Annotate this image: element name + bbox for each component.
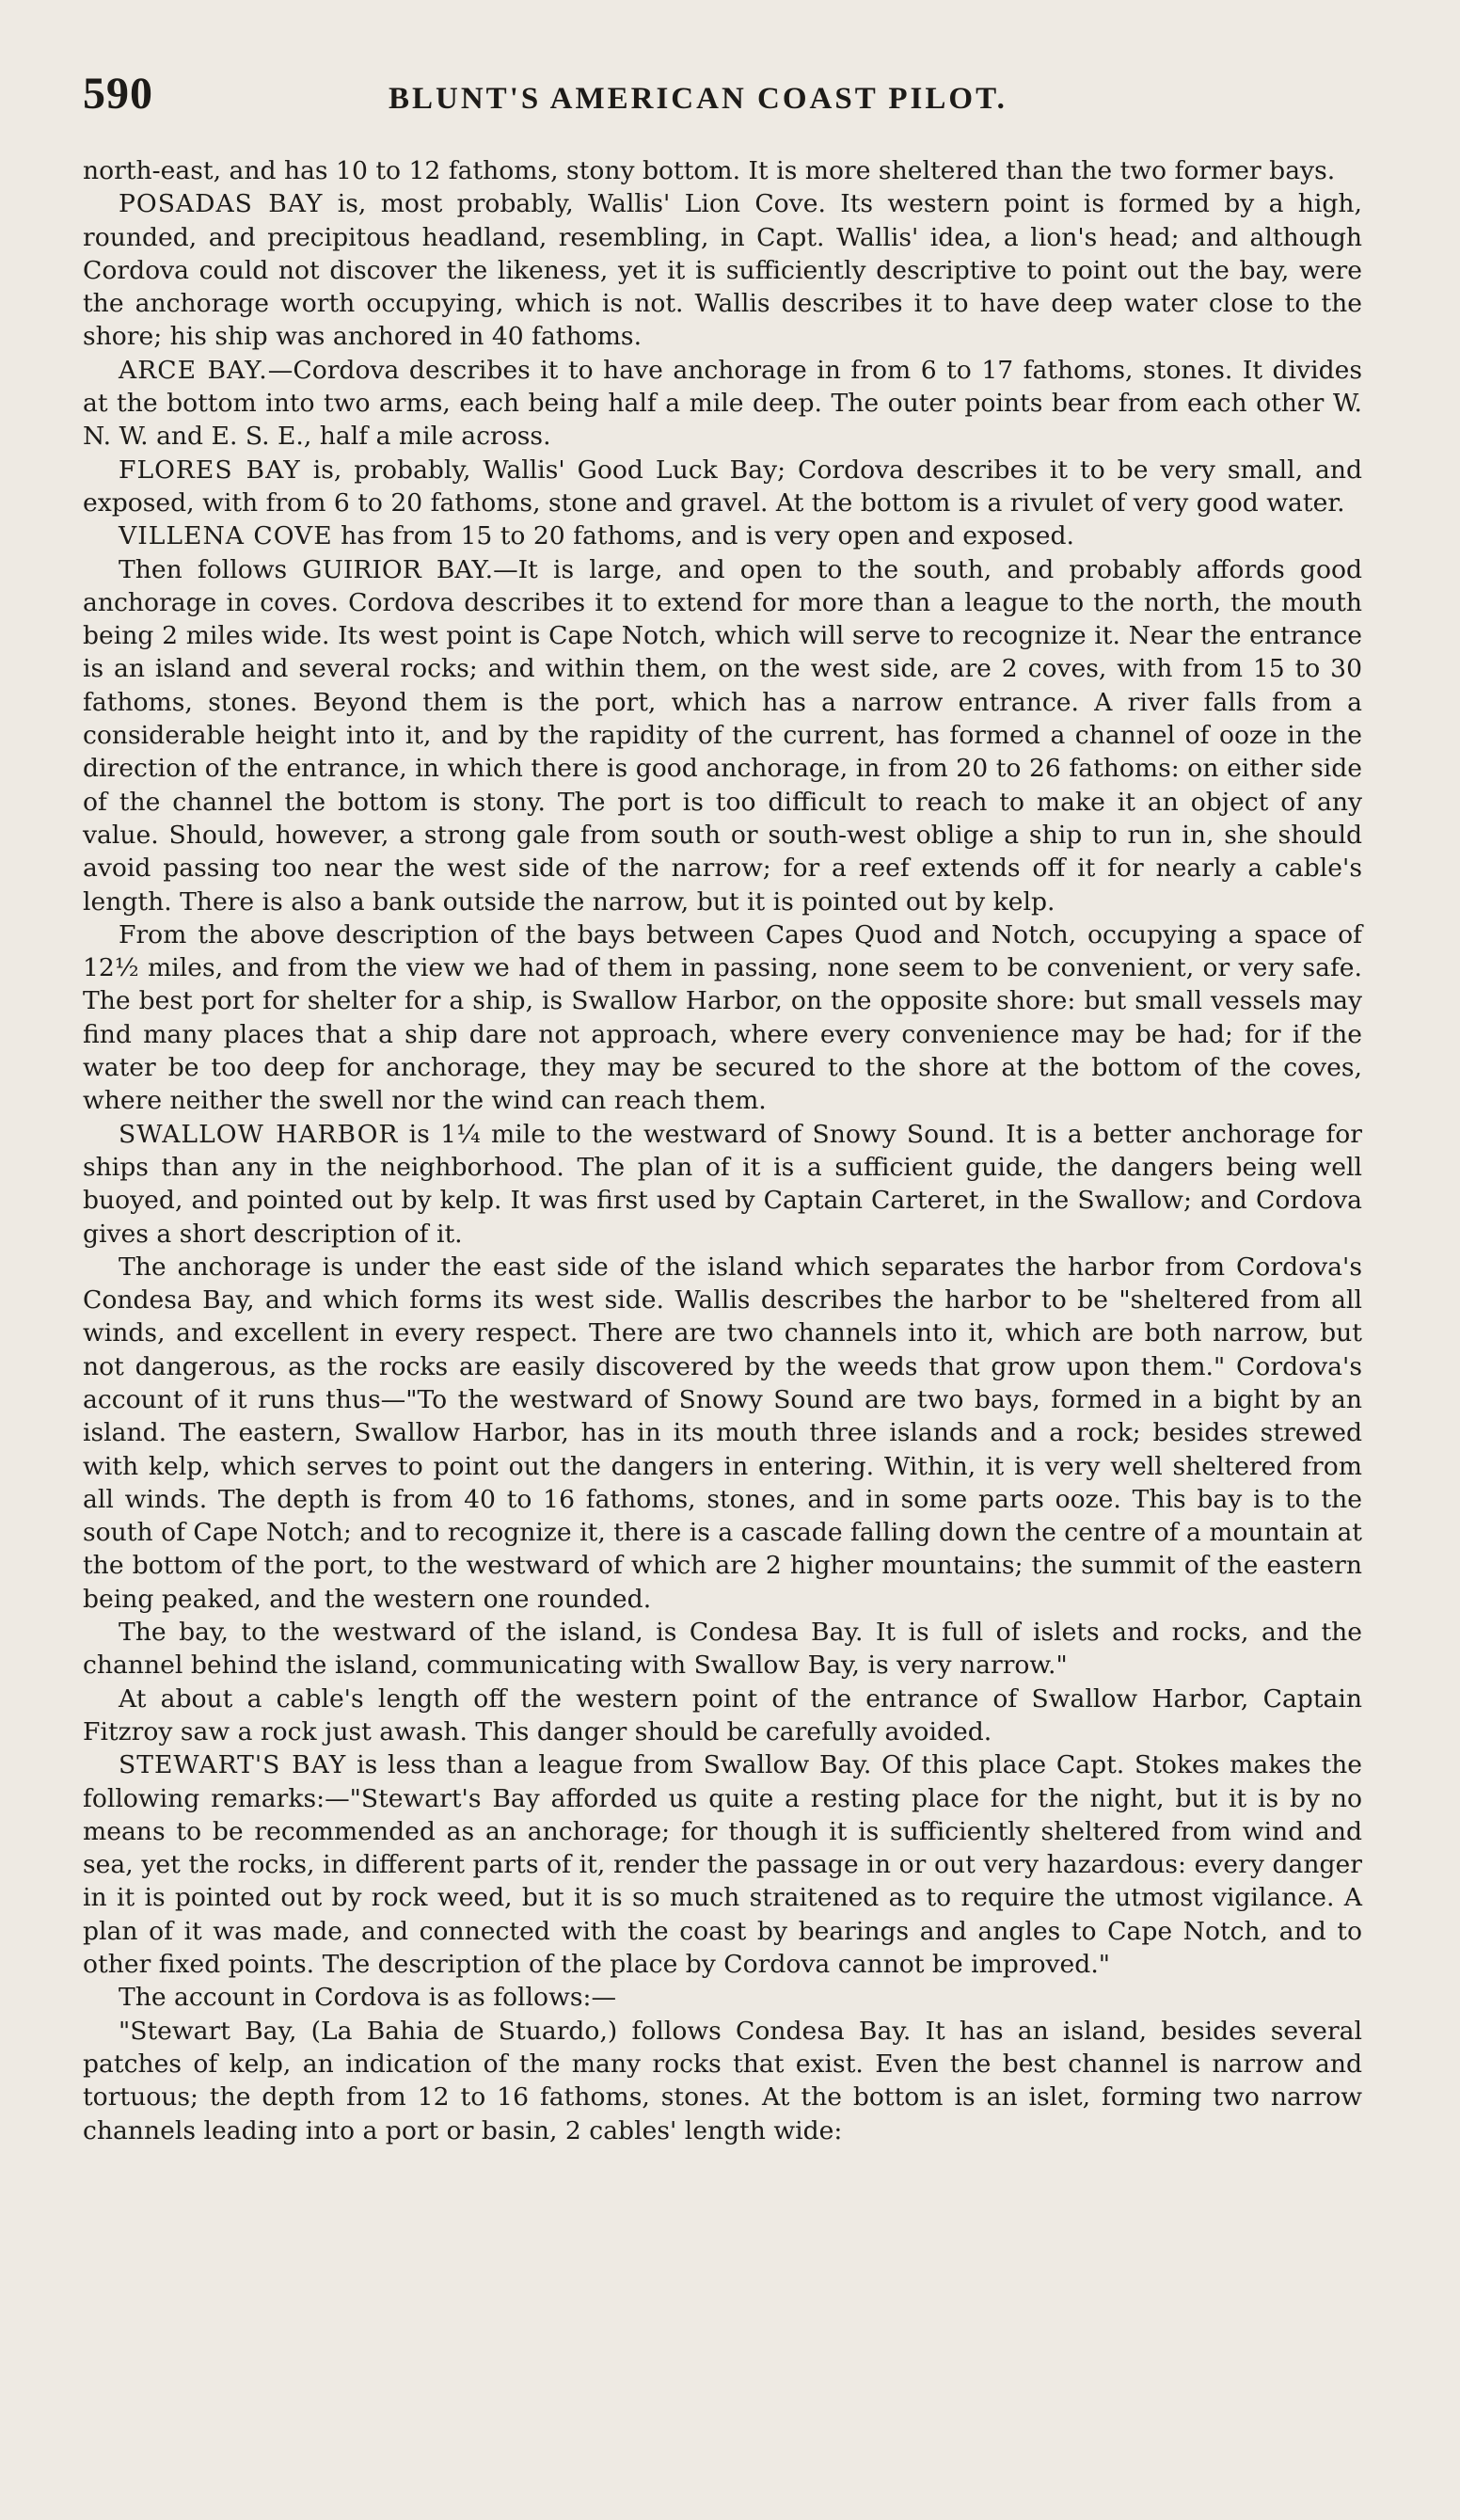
book-page [83,68,1362,2477]
paragraph-heading: FLORES BAY [119,455,301,485]
paragraph-heading: SWALLOW HARBOR [119,1119,399,1149]
body-text [83,154,1362,2147]
paragraph-8 [83,1251,1362,1616]
paragraph-heading: STEWART'S BAY [119,1750,347,1780]
page-header [83,68,1362,122]
paragraph-11 [83,1748,1362,1981]
paragraph-3 [83,454,1362,520]
paragraph-heading: ARCE BAY. [119,355,268,385]
paragraph-text: The account in Cordova is as follows:— [119,1983,617,2013]
page-number: 590 [83,69,153,119]
paragraph-text: The bay, to the westward of the island, is Condesa Bay. It is full of islets and rocks, and the channel behind the island, communicating with Swallow Bay, is very narrow." [83,1618,1362,1681]
paragraph-text: is, probably, Wallis' Good Luck Bay; Cordova describes it to be very small, and exposed, with from 6 to 20 fathoms, stone and gravel. At the bottom is a rivulet of very good water. [83,455,1363,518]
paragraph-4 [83,519,1362,552]
paragraph-2 [83,354,1362,454]
paragraph-text: has from 15 to 20 fathoms, and is very open and exposed. [332,521,1074,551]
paragraph-6 [83,918,1362,1118]
paragraph-heading: VILLENA COVE [119,521,333,551]
paragraph-text: At about a cable's length off the western point of the entrance of Swallow Harbor, Captain Fitzroy saw a rock just awash. This danger should be carefully avoided. [83,1683,1362,1746]
paragraph-text: From the above description of the bays between Capes Quod and Notch, occupying a space of 12½ miles, and from the view we had of them in passing, none seem to be convenient, or very safe. The best port for shelter for a ship, is Swallow Harbor, on the opposite shore: but small vessels may find many places that a ship dare not approach, where every convenience may be had; for if the water be too deep for anchorage, they may be secured to the shore at the bottom of the coves, where neither the swell nor the wind can reach them. [83,919,1362,1116]
paragraph-1 [83,187,1362,353]
paragraph-text: north-east, and has 10 to 12 fathoms, stony bottom. It is more sheltered than the two former bays. [83,156,1336,185]
paragraph-text: Then follows GUIRIOR BAY.—It is large, and open to the south, and probably affords good anchorage in coves. Cordova describes it to extend for more than a league to the north, the mouth being 2 miles wide. Its west point is Cape Notch, which will serve to recognize it. Near the entrance is an island and several rocks; and within them, on the west side, are 2 coves, with from 15 to 30 fathoms, stones. Beyond them is the port, which has a narrow entrance. A river falls from a considerable height into it, and by the rapidity of the current, has formed a channel of ooze in the direction of the entrance, in which there is good anchorage, in from 20 to 26 fathoms: on either side of the channel the bottom is stony. The port is too difficult to reach to make it an object of any value. Should, however, a strong gale from south or south-west oblige a ship to run in, she should avoid passing too near the west side of the narrow; for a reef extends off it for nearly a cable's length. There is also a bank outside the narrow, but it is pointed out by kelp. [83,554,1362,917]
running-title: BLUNT'S AMERICAN COAST PILOT. [389,82,1008,116]
paragraph-5 [83,553,1362,918]
paragraph-13 [83,2015,1362,2147]
paragraph-7 [83,1118,1362,1251]
paragraph-text: —Cordova describes it to have anchorage in from 6 to 17 fathoms, stones. It divides at the bottom into two arms, each being half a mile deep. The outer points bear from each other W. N. W. and E. S. E., half a mile across. [83,355,1362,452]
paragraph-text: The anchorage is under the east side of the island which separates the harbor from Cordova's Condesa Bay, and which forms its west side. Wallis describes the harbor to be "sheltered from all winds, and excellent in every respect. There are two channels into it, which are both narrow, but not dangerous, as the rocks are easily discovered by the weeds that grow upon them." Cordova's account of it runs thus—"To the westward of Snowy Sound are two bays, formed in a bight by an island. The eastern, Swallow Harbor, has in its mouth three islands and a rock; besides strewed with kelp, which serves to point out the dangers in entering. Within, it is very well sheltered from all winds. The depth is from 40 to 16 fathoms, stones, and in some parts ooze. This bay is to the south of Cape Notch; and to recognize it, there is a cascade falling down the centre of a mountain at the bottom of the port, to the westward of which are 2 higher mountains; the summit of the eastern being peaked, and the western one rounded. [83,1252,1362,1614]
paragraph-9 [83,1616,1362,1683]
paragraph-text: is 1¼ mile to the westward of Snowy Sound. It is a better anchorage for ships than any in the neighborhood. The plan of it is a sufficient guide, the dangers being well buoyed, and pointed out by kelp. It was first used by Captain Carteret, in the Swallow; and Cordova gives a short description of it. [83,1119,1362,1249]
paragraph-text: is less than a league from Swallow Bay. Of this place Capt. Stokes makes the following remarks:—"Stewart's Bay afforded us quite a resting place for the night, but it is by no means to be recommended as an anchorage; for though it is sufficiently sheltered from wind and sea, yet the rocks, in different parts of it, render the passage in or out very hazardous: every danger in it is pointed out by rock weed, but it is so much straitened as to require the utmost vigilance. A plan of it was made, and connected with the coast by bearings and angles to Cape Notch, and to other fixed points. The description of the place by Cordova cannot be improved." [83,1750,1362,1980]
paragraph-12 [83,1981,1362,2014]
paragraph-10 [83,1683,1362,1749]
paragraph-heading: POSADAS BAY [119,189,324,219]
paragraph-0 [83,154,1362,187]
paragraph-text: "Stewart Bay, (La Bahia de Stuardo,) follows Condesa Bay. It has an island, besides several patches of kelp, an indication of the many rocks that exist. Even the best channel is narrow and tortuous; the depth from 12 to 16 fathoms, stones. At the bottom is an islet, forming two narrow channels leading into a port or basin, 2 cables' length wide: [83,2016,1362,2145]
paragraph-text: is, most probably, Wallis' Lion Cove. Its western point is formed by a high, rounded, and precipitous headland, resembling, in Capt. Wallis' idea, a lion's head; and although Cordova could not discover the likeness, yet it is sufficiently descriptive to point out the bay, were the anchorage worth occupying, which is not. Wallis describes it to have deep water close to the shore; his ship was anchored in 40 fathoms. [83,189,1362,352]
